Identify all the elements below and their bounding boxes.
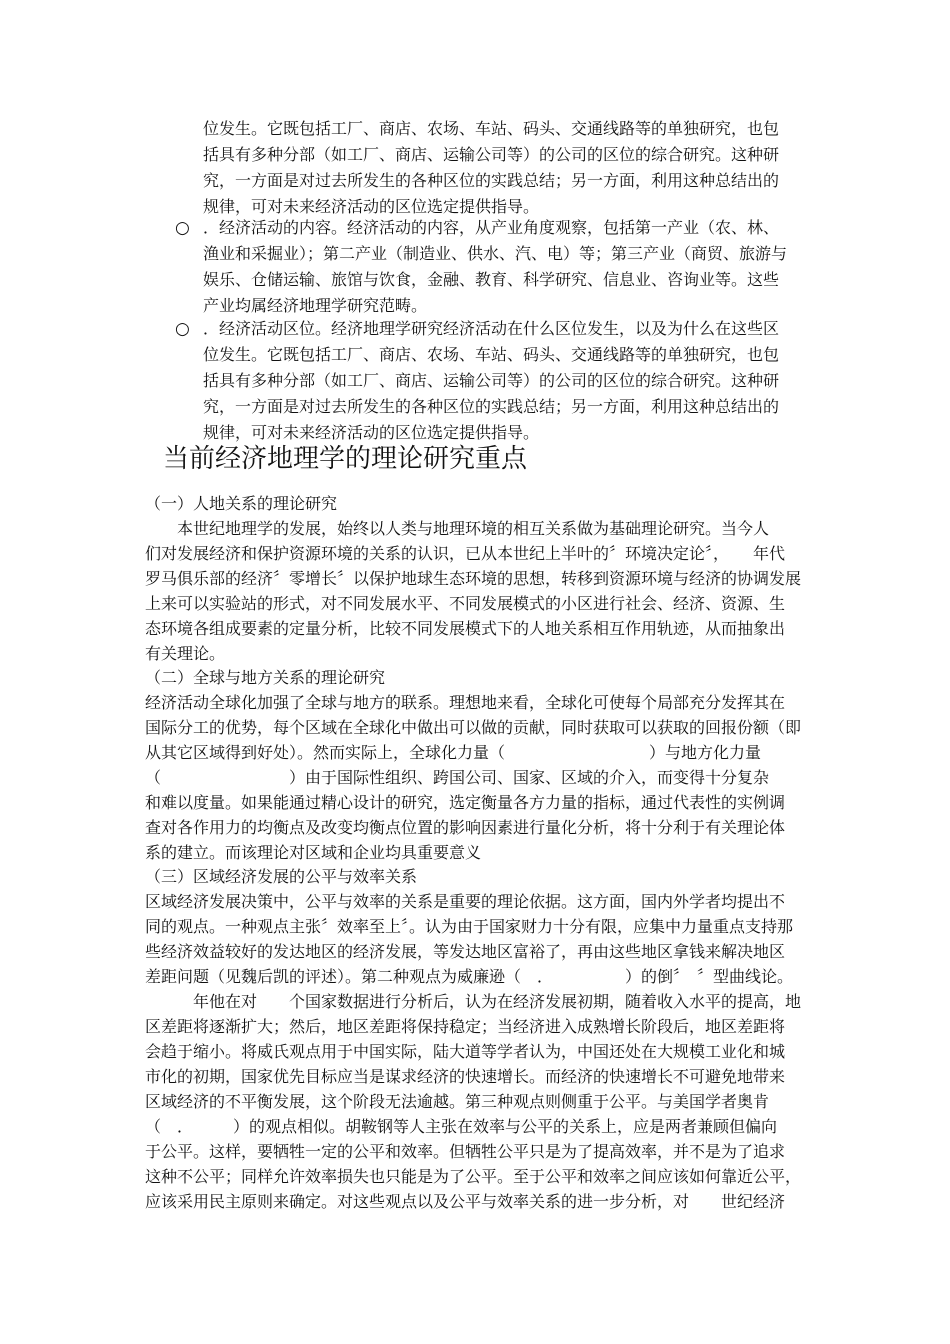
subsection-title: （一）人地关系的理论研究 — [145, 494, 338, 513]
paragraph-line: 这种不公平；同样允许效率损失也只能是为了公平。至于公平和效率之间应该如何靠近公平， — [145, 1167, 802, 1186]
paragraph-line: 上来可以实验站的形式，对不同发展水平、不同发展模式的小区进行社会、经济、资源、生 — [145, 594, 786, 613]
paragraph-line: 娱乐、仓储运输、旅馆与饮食，金融、教育、科学研究、信息业、咨询业等。这些 — [203, 270, 780, 289]
paragraph-line: 究，一方面是对过去所发生的各种区位的实践总结；另一方面，利用这种总结出的 — [203, 397, 780, 416]
paragraph-line: 市化的初期，国家优先目标应当是谋求经济的快速增长。而经济的快速增长不可避免地带来 — [145, 1067, 786, 1086]
paragraph-line: ．经济活动区位。经济地理学研究经济活动在什么区位发生，以及为什么在这些区 — [203, 319, 780, 338]
paragraph-line: 产业均属经济地理学研究范畴。 — [203, 296, 428, 315]
paragraph-line: 查对各作用力的均衡点及改变均衡点位置的影响因素进行量化分析，将十分利于有关理论体 — [145, 818, 786, 837]
paragraph-line: 差距问题（见魏后凯的评述）。第二种观点为威廉逊（ ． ）的倒〞 〞型曲线论。 — [145, 967, 794, 986]
paragraph-line: 系的建立。而该理论对区域和企业均具重要意义 — [145, 843, 482, 862]
paragraph-line: （ ． ）的观点相似。胡鞍钢等人主张在效率与公平的关系上，应是两者兼顾但偏向 — [145, 1117, 778, 1136]
paragraph-line: ．经济活动的内容。经济活动的内容，从产业角度观察，包括第一产业（农、林、 — [203, 218, 780, 237]
paragraph-line: 会趋于缩小。将威氏观点用于中国实际，陆大道等学者认为，中国还处在大规模工业化和城 — [145, 1042, 786, 1061]
paragraph-line: 规律，可对未来经济活动的区位选定提供指导。 — [203, 423, 540, 442]
paragraph-line: （ ）由于国际性组织、跨国公司、国家、区域的介入，而变得十分复杂 — [145, 768, 770, 787]
paragraph-line: 区差距将逐渐扩大；然后，地区差距将保持稳定；当经济进入成熟增长阶段后，地区差距将 — [145, 1017, 786, 1036]
paragraph-line: 区域经济的不平衡发展，这个阶段无法逾越。第三种观点则侧重于公平。与美国学者奥肯 — [145, 1092, 770, 1111]
paragraph-line: 括具有多种分部（如工厂、商店、运输公司等）的公司的区位的综合研究。这种研 — [203, 145, 780, 164]
paragraph-line: 区域经济发展决策中，公平与效率的关系是重要的理论依据。这方面，国内外学者均提出不 — [145, 892, 786, 911]
paragraph-line: 和难以度量。如果能通过精心设计的研究，选定衡量各方力量的指标，通过代表性的实例调 — [145, 793, 786, 812]
bullet-circle-icon: ○ — [175, 218, 190, 238]
paragraph-line: 应该采用民主原则来确定。对这些观点以及公平与效率关系的进一步分析，对 世纪经济 — [145, 1192, 786, 1211]
paragraph-line: 态环境各组成要素的定量分析，比较不同发展模式下的人地关系相互作用轨迹，从而抽象出 — [145, 619, 786, 638]
paragraph-line: 位发生。它既包括工厂、商店、农场、车站、码头、交通线路等的单独研究，也包 — [203, 119, 780, 138]
paragraph-line: 从其它区域得到好处）。然而实际上，全球化力量（ ）与地方化力量 — [145, 743, 762, 762]
paragraph-line: 规律，可对未来经济活动的区位选定提供指导。 — [203, 197, 540, 216]
paragraph-line: 罗马俱乐部的经济〞零增长〞以保护地球生态环境的思想，转移到资源环境与经济的协调发展 — [145, 569, 802, 588]
paragraph-line: 同的观点。一种观点主张〞效率至上〞。认为由于国家财力十分有限，应集中力量重点支持那 — [145, 917, 794, 936]
paragraph-line: 国际分工的优势，每个区域在全球化中做出可以做的贡献，同时获取可以获取的回报份额（即 — [145, 718, 802, 737]
paragraph-line: 位发生。它既包括工厂、商店、农场、车站、码头、交通线路等的单独研究，也包 — [203, 345, 780, 364]
paragraph-line: 年他在对 个国家数据进行分析后，认为在经济发展初期，随着收入水平的提高，地 — [145, 992, 802, 1011]
paragraph-line: 究，一方面是对过去所发生的各种区位的实践总结；另一方面，利用这种总结出的 — [203, 171, 780, 190]
paragraph-line: 们对发展经济和保护资源环境的关系的认识，已从本世纪上半叶的〞环境决定论〞， 年代 — [145, 544, 786, 563]
paragraph-line: 渔业和采掘业）；第二产业（制造业、供水、汽、电）等；第三产业（商贸、旅游与 — [203, 244, 788, 263]
paragraph-line: 本世纪地理学的发展，始终以人类与地理环境的相互关系做为基础理论研究。当今人 — [145, 519, 770, 538]
paragraph-line: 经济活动全球化加强了全球与地方的联系。理想地来看，全球化可使每个局部充分发挥其在 — [145, 693, 786, 712]
section-heading: 当前经济地理学的理论研究重点 — [163, 444, 528, 474]
subsection-title: （三）区域经济发展的公平与效率关系 — [145, 867, 418, 886]
subsection-title: （二）全球与地方关系的理论研究 — [145, 668, 386, 687]
bullet-circle-icon: ○ — [175, 319, 190, 339]
paragraph-line: 括具有多种分部（如工厂、商店、运输公司等）的公司的区位的综合研究。这种研 — [203, 371, 780, 390]
paragraph-line: 些经济效益较好的发达地区的经济发展，等发达地区富裕了，再由这些地区拿钱来解决地区 — [145, 942, 786, 961]
paragraph-line: 有关理论。 — [145, 644, 226, 663]
paragraph-line: 于公平。这样，要牺牲一定的公平和效率。但牺牲公平只是为了提高效率，并不是为了追求 — [145, 1142, 786, 1161]
